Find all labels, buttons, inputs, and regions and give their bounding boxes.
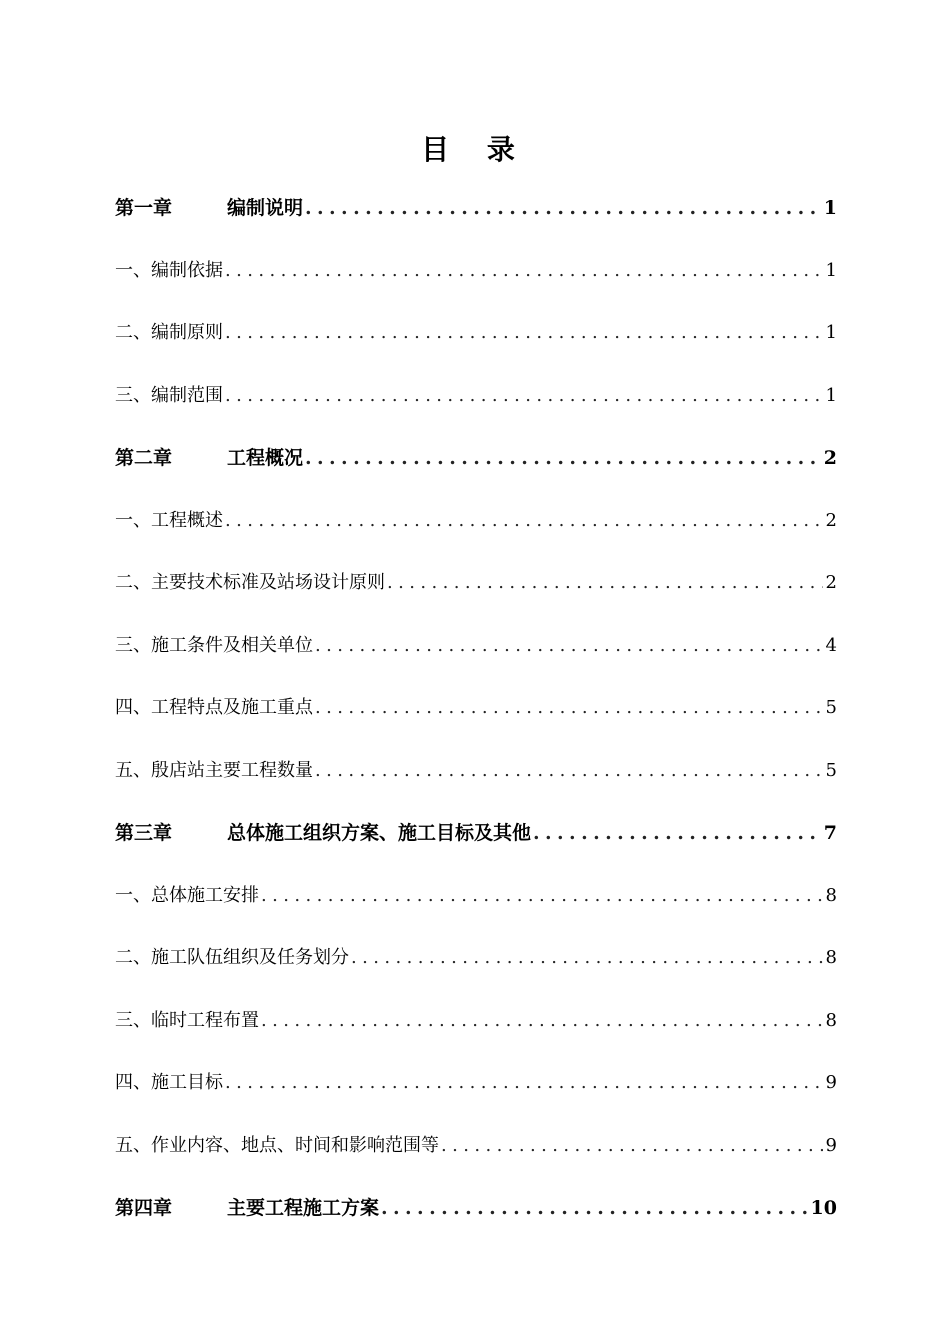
toc-entry[interactable] [115, 690, 837, 753]
toc-entry-page: 1 [825, 259, 837, 281]
toc-entry-title: 主要技术标准及站场设计原则 [151, 572, 385, 593]
toc-entry-page: 1 [823, 197, 837, 219]
toc-dot-leader [305, 190, 821, 226]
toc-entry-number: 三、 [115, 1009, 151, 1031]
toc-entry-page: 1 [825, 322, 837, 343]
toc-entry-page: 5 [825, 759, 837, 781]
toc-entry[interactable] [115, 1128, 837, 1191]
toc-entry-number: 五、 [115, 1134, 151, 1156]
toc-dot-leader [261, 1003, 823, 1039]
toc-entry-page: 8 [825, 1009, 837, 1031]
toc-entry-number: 一、 [115, 884, 151, 906]
toc-entry-number: 三、 [115, 384, 151, 406]
toc-entry[interactable] [115, 190, 837, 253]
document-title: 目 录 [421, 133, 529, 166]
toc-entry-number: 第二章 [115, 447, 173, 469]
toc-entry-title: 编制范围 [151, 384, 223, 406]
toc-entry-title: 工程概述 [151, 509, 223, 531]
toc-entry-number: 四、 [115, 697, 151, 718]
toc-entry[interactable] [115, 1065, 837, 1128]
toc-entry-page: 9 [825, 1134, 837, 1156]
toc-entry-page: 10 [810, 1197, 837, 1219]
toc-dot-leader [533, 815, 821, 851]
toc-dot-leader [315, 690, 823, 726]
toc-entry-title: 殷店站主要工程数量 [151, 759, 313, 781]
toc-entry-page: 5 [825, 697, 837, 718]
toc-entry-title: 编制依据 [151, 259, 223, 281]
toc-entry-number: 一、 [115, 509, 151, 531]
toc-entry-title: 施工目标 [151, 1072, 223, 1093]
toc-entry-title: 编制原则 [151, 322, 223, 343]
toc-entry-title: 临时工程布置 [151, 1009, 259, 1031]
toc-entry[interactable] [115, 253, 837, 316]
toc-entry-page: 7 [823, 822, 837, 844]
toc-entry[interactable] [115, 1003, 837, 1066]
toc-entry[interactable] [115, 878, 837, 941]
toc-entry-title: 编制说明 [227, 197, 304, 219]
toc-entry[interactable] [115, 940, 837, 1003]
toc-entry[interactable] [115, 565, 837, 628]
toc-entry-page: 2 [825, 572, 837, 593]
toc-entry-number: 四、 [115, 1072, 151, 1093]
toc-dot-leader [305, 440, 821, 476]
toc-entry-number: 第三章 [115, 822, 173, 844]
toc-entry-number: 三、 [115, 634, 151, 656]
toc-entry[interactable] [115, 503, 837, 566]
toc-dot-leader [225, 1065, 823, 1101]
toc-entry-page: 9 [825, 1072, 837, 1093]
toc-dot-leader [387, 565, 823, 601]
toc-entry[interactable] [115, 628, 837, 691]
toc-entry-title: 施工队伍组织及任务划分 [151, 947, 349, 968]
toc-entry[interactable] [115, 378, 837, 441]
toc-entry-page: 8 [825, 947, 837, 968]
toc-entry[interactable] [115, 753, 837, 816]
table-of-contents [115, 190, 837, 1253]
toc-entry-number: 第一章 [115, 197, 173, 219]
toc-entry-title: 施工条件及相关单位 [151, 634, 313, 656]
toc-dot-leader [261, 878, 823, 914]
toc-entry-page: 1 [825, 384, 837, 406]
toc-dot-leader [315, 628, 823, 664]
toc-entry-number: 二、 [115, 322, 151, 343]
toc-entry-number: 二、 [115, 947, 151, 968]
toc-dot-leader [225, 503, 823, 539]
toc-entry-title: 工程特点及施工重点 [151, 697, 313, 718]
toc-entry-number: 五、 [115, 759, 151, 781]
toc-entry[interactable] [115, 815, 837, 878]
toc-entry-page: 4 [825, 634, 837, 656]
toc-entry[interactable] [115, 440, 837, 503]
toc-entry-title: 主要工程施工方案 [227, 1197, 380, 1219]
toc-dot-leader [441, 1128, 823, 1164]
toc-dot-leader [225, 315, 823, 351]
toc-dot-leader [351, 940, 823, 976]
toc-dot-leader [315, 753, 823, 789]
toc-dot-leader [225, 253, 823, 289]
toc-entry-page: 2 [823, 447, 837, 469]
toc-entry-title: 总体施工组织方案、施工目标及其他 [227, 822, 532, 844]
toc-entry[interactable] [115, 315, 837, 378]
toc-entry[interactable] [115, 1190, 837, 1253]
toc-entry-title: 作业内容、地点、时间和影响范围等 [151, 1134, 439, 1156]
toc-entry-number: 一、 [115, 259, 151, 281]
toc-entry-number: 二、 [115, 572, 151, 593]
toc-entry-title: 工程概况 [227, 447, 304, 469]
toc-dot-leader [381, 1190, 808, 1226]
toc-entry-title: 总体施工安排 [151, 884, 259, 906]
toc-entry-page: 2 [825, 509, 837, 531]
toc-dot-leader [225, 378, 823, 414]
toc-entry-page: 8 [825, 884, 837, 906]
toc-entry-number: 第四章 [115, 1197, 173, 1219]
